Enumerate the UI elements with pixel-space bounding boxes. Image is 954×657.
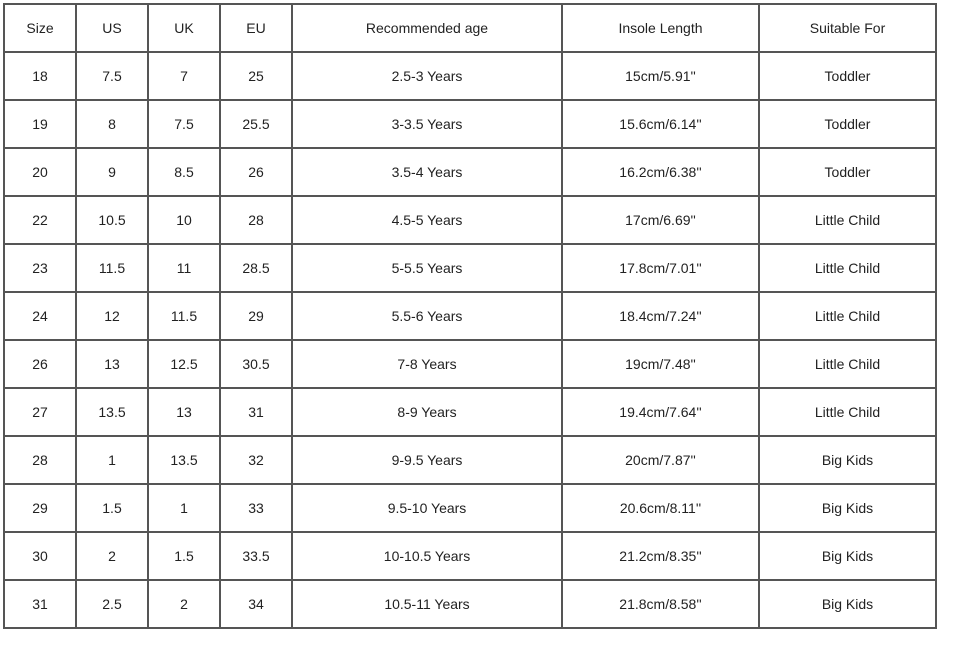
- cell-size: 18: [4, 52, 76, 100]
- cell-us: 13: [76, 340, 148, 388]
- cell-uk: 10: [148, 196, 220, 244]
- cell-insole-length: 19cm/7.48'': [562, 340, 759, 388]
- table-row: [4, 52, 936, 100]
- header-row: [4, 4, 936, 52]
- header-uk: UK: [148, 4, 220, 52]
- cell-recommended-age: 3-3.5 Years: [292, 100, 562, 148]
- cell-uk: 11.5: [148, 292, 220, 340]
- cell-eu: 34: [220, 580, 292, 628]
- cell-size: 24: [4, 292, 76, 340]
- cell-recommended-age: 5.5-6 Years: [292, 292, 562, 340]
- cell-eu: 31: [220, 388, 292, 436]
- cell-suitable-for: Big Kids: [759, 436, 936, 484]
- cell-recommended-age: 9.5-10 Years: [292, 484, 562, 532]
- table-row: [4, 436, 936, 484]
- table-header: [4, 4, 936, 52]
- cell-recommended-age: 10.5-11 Years: [292, 580, 562, 628]
- cell-us: 2.5: [76, 580, 148, 628]
- cell-suitable-for: Toddler: [759, 148, 936, 196]
- table-row: [4, 340, 936, 388]
- cell-eu: 25: [220, 52, 292, 100]
- table-row: [4, 580, 936, 628]
- cell-size: 20: [4, 148, 76, 196]
- cell-insole-length: 20.6cm/8.11'': [562, 484, 759, 532]
- cell-suitable-for: Little Child: [759, 340, 936, 388]
- cell-us: 2: [76, 532, 148, 580]
- cell-uk: 1.5: [148, 532, 220, 580]
- cell-recommended-age: 9-9.5 Years: [292, 436, 562, 484]
- cell-us: 1.5: [76, 484, 148, 532]
- cell-uk: 11: [148, 244, 220, 292]
- cell-insole-length: 15.6cm/6.14'': [562, 100, 759, 148]
- cell-insole-length: 17.8cm/7.01'': [562, 244, 759, 292]
- cell-size: 22: [4, 196, 76, 244]
- table-row: [4, 532, 936, 580]
- cell-suitable-for: Big Kids: [759, 580, 936, 628]
- cell-suitable-for: Big Kids: [759, 484, 936, 532]
- cell-recommended-age: 4.5-5 Years: [292, 196, 562, 244]
- cell-suitable-for: Big Kids: [759, 532, 936, 580]
- cell-recommended-age: 8-9 Years: [292, 388, 562, 436]
- cell-size: 23: [4, 244, 76, 292]
- cell-suitable-for: Toddler: [759, 52, 936, 100]
- cell-uk: 7.5: [148, 100, 220, 148]
- cell-insole-length: 19.4cm/7.64'': [562, 388, 759, 436]
- cell-recommended-age: 5-5.5 Years: [292, 244, 562, 292]
- cell-uk: 13.5: [148, 436, 220, 484]
- cell-eu: 29: [220, 292, 292, 340]
- cell-eu: 26: [220, 148, 292, 196]
- cell-recommended-age: 7-8 Years: [292, 340, 562, 388]
- cell-size: 28: [4, 436, 76, 484]
- cell-uk: 13: [148, 388, 220, 436]
- table-row: [4, 244, 936, 292]
- cell-insole-length: 20cm/7.87'': [562, 436, 759, 484]
- cell-recommended-age: 3.5-4 Years: [292, 148, 562, 196]
- cell-size: 31: [4, 580, 76, 628]
- cell-eu: 33: [220, 484, 292, 532]
- cell-us: 12: [76, 292, 148, 340]
- table-row: [4, 388, 936, 436]
- cell-suitable-for: Little Child: [759, 196, 936, 244]
- table-body: [4, 52, 936, 628]
- cell-size: 29: [4, 484, 76, 532]
- cell-suitable-for: Little Child: [759, 244, 936, 292]
- cell-us: 9: [76, 148, 148, 196]
- cell-eu: 33.5: [220, 532, 292, 580]
- header-suitable-for: Suitable For: [759, 4, 936, 52]
- cell-us: 11.5: [76, 244, 148, 292]
- cell-size: 19: [4, 100, 76, 148]
- cell-uk: 7: [148, 52, 220, 100]
- cell-us: 13.5: [76, 388, 148, 436]
- cell-insole-length: 17cm/6.69'': [562, 196, 759, 244]
- table-row: [4, 148, 936, 196]
- cell-suitable-for: Little Child: [759, 292, 936, 340]
- cell-uk: 12.5: [148, 340, 220, 388]
- cell-insole-length: 15cm/5.91'': [562, 52, 759, 100]
- cell-insole-length: 18.4cm/7.24'': [562, 292, 759, 340]
- cell-size: 27: [4, 388, 76, 436]
- cell-eu: 25.5: [220, 100, 292, 148]
- cell-eu: 28.5: [220, 244, 292, 292]
- table-row: [4, 292, 936, 340]
- size-chart-table: [3, 3, 937, 629]
- table-row: [4, 484, 936, 532]
- cell-suitable-for: Toddler: [759, 100, 936, 148]
- header-size: Size: [4, 4, 76, 52]
- table-row: [4, 100, 936, 148]
- cell-uk: 2: [148, 580, 220, 628]
- cell-size: 26: [4, 340, 76, 388]
- cell-us: 7.5: [76, 52, 148, 100]
- cell-uk: 1: [148, 484, 220, 532]
- cell-recommended-age: 10-10.5 Years: [292, 532, 562, 580]
- header-eu: EU: [220, 4, 292, 52]
- cell-size: 30: [4, 532, 76, 580]
- cell-eu: 30.5: [220, 340, 292, 388]
- cell-suitable-for: Little Child: [759, 388, 936, 436]
- cell-us: 1: [76, 436, 148, 484]
- header-recommended-age: Recommended age: [292, 4, 562, 52]
- cell-us: 8: [76, 100, 148, 148]
- cell-recommended-age: 2.5-3 Years: [292, 52, 562, 100]
- header-us: US: [76, 4, 148, 52]
- cell-uk: 8.5: [148, 148, 220, 196]
- cell-eu: 28: [220, 196, 292, 244]
- header-insole-length: Insole Length: [562, 4, 759, 52]
- table-row: [4, 196, 936, 244]
- cell-insole-length: 16.2cm/6.38'': [562, 148, 759, 196]
- cell-insole-length: 21.2cm/8.35'': [562, 532, 759, 580]
- cell-insole-length: 21.8cm/8.58'': [562, 580, 759, 628]
- cell-us: 10.5: [76, 196, 148, 244]
- cell-eu: 32: [220, 436, 292, 484]
